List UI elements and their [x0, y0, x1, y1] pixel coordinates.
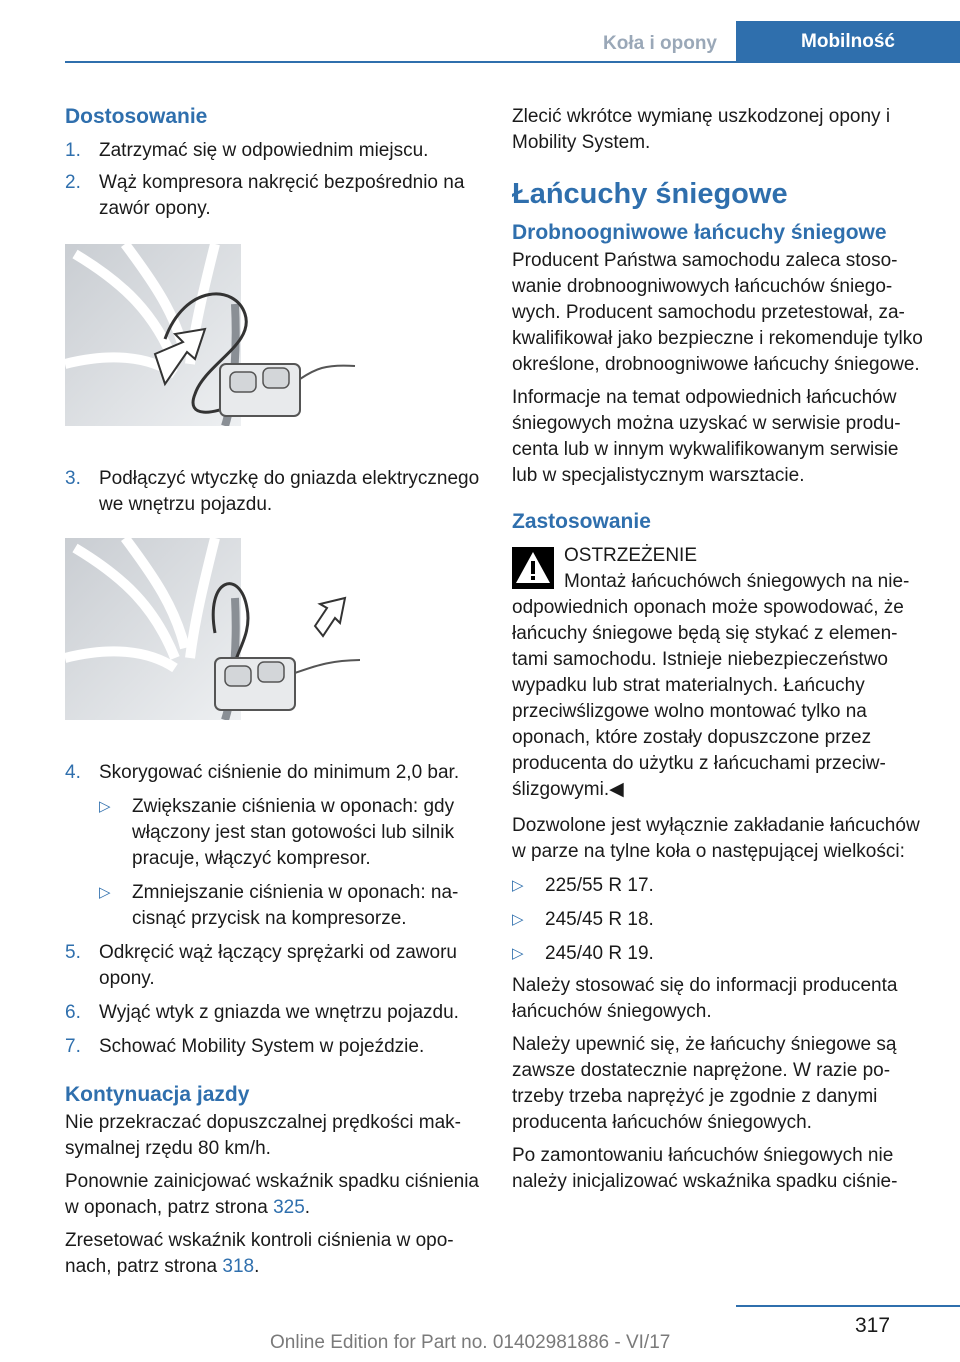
- header-rule: [65, 61, 960, 63]
- page-link-318[interactable]: 318: [222, 1256, 255, 1277]
- list-item: [99, 880, 480, 932]
- step-item: [65, 138, 480, 164]
- heading-usage: Zastosowanie: [512, 510, 651, 533]
- warning-triangle-icon: [512, 547, 554, 589]
- step-item: [65, 466, 480, 518]
- warning-text-body: Montaż łańcuchówch śniegowych na nieodpowiednich oponach może spowodować, że łańcuchy śniegowe będą się stykać z elementami samochodu. Istnieje niebezpieczeństwo wypadku lub strat materialnych. Łańcuchy przeciwślizgowe wolno montować tylko na oponach, które zostały dopuszczone przez producenta do użytku z łańcuchami przeciwślizgowymi.◀: [512, 571, 910, 800]
- header-chapter-tab[interactable]: Mobilność: [736, 21, 960, 63]
- step-text: Odkręcić wąż łączący sprężarki od zaworu opony.: [99, 942, 457, 989]
- triangle-bullet-icon: ▷: [99, 884, 111, 901]
- step-item: [65, 1034, 480, 1060]
- list-item: [512, 907, 927, 933]
- triangle-bullet-icon: ▷: [99, 798, 111, 815]
- list-item-text: Zwiększanie ciśnienia w oponach: gdy włączony jest stan gotowości lub silnik pracuje, włączyć kompresor.: [132, 796, 455, 869]
- right-column: [512, 100, 927, 1195]
- step-text: Wąż kompresora nakręcić bezpośrednio na zawór opony.: [99, 172, 465, 219]
- left-column: [65, 100, 480, 1280]
- step-item: [65, 170, 480, 222]
- tyre-size: 245/40 R 19.: [545, 943, 654, 964]
- para-reset-text: Zresetować wskaźnik kontroli ciśnienia w oponach, patrz strona: [65, 1230, 454, 1277]
- heading-fine-link-chains: Drobnoogniwowe łańcuchy śniegowe: [512, 221, 887, 244]
- para-tension: Należy upewnić się, że łańcuchy śniegowe są zawsze dostatecznie naprężone. W razie potrzeby trzeba naprężyć je zgodnie z danymi producenta łańcuchów śniegowych.: [512, 1034, 897, 1133]
- illustration-compressor-valve: [65, 244, 360, 426]
- page-link-325[interactable]: 325: [273, 1197, 305, 1218]
- list-item-text: Zmniejszanie ciśnienia w oponach: nacisnąć przycisk na kompresorze.: [132, 882, 459, 929]
- step-item: [65, 1000, 480, 1026]
- step-text: Schować Mobility System w pojeździe.: [99, 1036, 425, 1057]
- step-number: 2.: [65, 172, 81, 193]
- para-speed-limit: Nie przekraczać dopuszczalnej prędkości maksymalnej rzędu 80 km/h.: [65, 1112, 461, 1159]
- step-text: Podłączyć wtyczkę do gniazda elektrycznego we wnętrzu pojazdu.: [99, 468, 480, 515]
- step-number: 5.: [65, 942, 81, 963]
- list-item: [99, 794, 480, 872]
- step-item: [65, 760, 480, 786]
- figure-hose-on-valve: [65, 244, 360, 426]
- heading-adjust: Dostosowanie: [65, 105, 208, 128]
- figure-plug-socket: [65, 538, 360, 720]
- list-item: [512, 941, 927, 967]
- period: .: [254, 1256, 260, 1277]
- header-section-tab[interactable]: Koła i opony: [603, 32, 717, 54]
- illustration-compressor-plug: [65, 538, 360, 720]
- step-text: Zatrzymać się w odpowiednim miejscu.: [99, 140, 429, 161]
- step-number: 6.: [65, 1002, 81, 1023]
- warning-title: OSTRZEŻENIE: [564, 545, 698, 566]
- heading-continue-driving: Kontynuacja jazdy: [65, 1083, 250, 1106]
- tyre-size: 245/45 R 18.: [545, 909, 654, 930]
- step-number: 1.: [65, 140, 81, 161]
- para-reset: [65, 1228, 480, 1280]
- step-text: Skorygować ciśnienie do minimum 2,0 bar.: [99, 762, 460, 783]
- tyre-size: 225/55 R 17.: [545, 875, 654, 896]
- triangle-bullet-icon: ▷: [512, 877, 524, 894]
- warning-text: [512, 569, 927, 803]
- step-item: [65, 940, 480, 992]
- triangle-bullet-icon: ▷: [512, 911, 524, 928]
- para-allowed: Dozwolone jest wyłącznie zakładanie łańcuchów w parze na tylne koła o następującej wielkości:: [512, 815, 920, 862]
- list-item: [512, 873, 927, 899]
- para-replace-soon: Zlecić wkrótce wymianę uszkodzonej opony i Mobility System.: [512, 106, 891, 153]
- step-number: 3.: [65, 468, 81, 489]
- step-text: Wyjąć wtyk z gniazda we wnętrzu pojazdu.: [99, 1002, 459, 1023]
- heading-snow-chains: Łańcuchy śniegowe: [512, 178, 788, 210]
- edition-note: Online Edition for Part no. 01402981886 - VI/17: [270, 1332, 671, 1353]
- warning-block: [512, 543, 927, 803]
- para-reinit: [65, 1169, 480, 1221]
- step-number: 7.: [65, 1036, 81, 1057]
- page-number: 317: [855, 1314, 891, 1337]
- para-after-mounting: Po zamontowaniu łańcuchów śniegowych nie należy inicjalizować wskaźnika spadku ciśnie-: [512, 1145, 898, 1192]
- para-reinit-text: Ponownie zainicjować wskaźnik spadku ciśnienia w oponach, patrz strona: [65, 1171, 479, 1218]
- step-number: 4.: [65, 762, 81, 783]
- para-follow-producer: Należy stosować się do informacji producenta łańcuchów śniegowych.: [512, 975, 898, 1022]
- period: .: [304, 1197, 311, 1218]
- para-producer: Producent Państwa samochodu zaleca stosowanie drobnoogniwowych łańcuchów śniegowych. Producent samochodu przetestował, zakwalifikował jako bezpieczne i rekomenduje tylko określone, drobnoogniwowe łańcuchy śniegowe.: [512, 250, 923, 375]
- triangle-bullet-icon: ▷: [512, 945, 524, 962]
- footer-rule: [736, 1305, 960, 1307]
- para-info: Informacje na temat odpowiednich łańcuchów śniegowych można uzyskać w serwisie producenta lub w innym wykwalifikowanym serwisie lub w specjalistycznym warsztacie.: [512, 387, 901, 486]
